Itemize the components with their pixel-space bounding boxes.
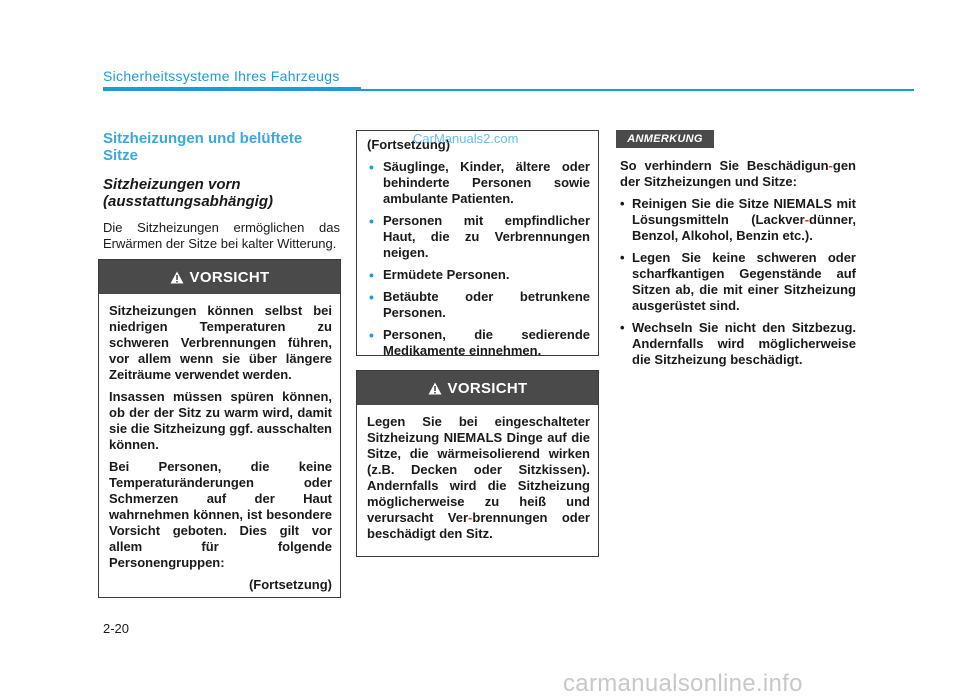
caution-paragraph: Sitzheizungen können selbst bei niedrigen Temperaturen zu schweren Verbrennungen führen, vor allem wenn sie über längere Zeiträume verwendet werden.	[109, 303, 332, 382]
list-item: • Wechseln Sie nicht den Sitzbezug. Andernfalls wird möglicherweise die Sitzheizung beschädigt.	[620, 320, 856, 368]
note-list	[620, 196, 856, 368]
list-item	[620, 196, 856, 244]
caution-box-1	[98, 259, 341, 598]
caution-continued-body	[357, 131, 598, 373]
note-content	[620, 158, 856, 374]
caution-header	[357, 371, 598, 405]
list-item: • Betäubte oder betrunkene Personen.	[367, 289, 590, 321]
caution-text-a: Legen Sie bei eingeschalteter Sitzheizung NIEMALS Dinge auf die Sitze, die wärmeisolierend wirken (z.B. Decken oder Sitzkissen). Andernfalls wird die Sitzheizung möglicherweise zu heiß und verursacht Ver	[367, 414, 590, 525]
note-item-b: dünner, Benzol, Alkohol, Benzin etc.).	[632, 212, 856, 243]
list-item: • Personen, die sedierende Medikamente einnehmen.	[367, 327, 590, 359]
note-badge: ANMERKUNG	[616, 130, 714, 148]
continued-note: (Fortsetzung)	[248, 577, 332, 592]
watermark-top: CarManuals2.com	[413, 131, 519, 146]
hyphen-mark: -	[804, 212, 810, 227]
list-item: • Legen Sie keine schweren oder scharfkantigen Gegenstände auf Sitzen ab, die mit einer Sitzheizung ausgerüstet sind.	[620, 250, 856, 314]
caution-continued-box	[356, 130, 599, 356]
caution-paragraph	[367, 414, 590, 542]
warning-triangle-icon	[170, 271, 184, 284]
watermark-footer: carmanualsonline.info	[563, 670, 803, 697]
caution-body	[99, 294, 340, 601]
list-item: • Säuglinge, Kinder, ältere oder behinderte Personen sowie ambulante Patienten.	[367, 159, 590, 207]
running-header: Sicherheitssysteme Ihres Fahrzeugs	[103, 68, 340, 84]
list-item: • Personen mit empfindlicher Haut, die zu Verbrennungen neigen.	[367, 213, 590, 261]
note-intro-b: gen der Sitzheizungen und Sitze:	[620, 158, 856, 189]
header-rule-thin	[361, 89, 914, 91]
list-item: • Ermüdete Personen.	[367, 267, 590, 283]
section-title: Sitzheizungen und belüftete Sitze	[103, 130, 303, 164]
hyphen-mark: -	[828, 158, 833, 173]
caution-paragraph: Insassen müssen spüren können, ob der der Sitz zu warm wird, damit sie die Sitzheizung ggf. ausschalten können.	[109, 389, 332, 452]
continued-heading: (Fortsetzung)	[367, 137, 451, 152]
caution-text-b: brennungen oder beschädigt den Sitz.	[367, 510, 590, 541]
caution-body	[357, 405, 598, 550]
person-group-list	[367, 159, 590, 359]
caution-label: VORSICHT	[189, 268, 270, 286]
header-rule-thick	[103, 87, 361, 91]
hyphen-mark: -	[468, 510, 473, 525]
section-subtitle: Sitzheizungen vorn (ausstattungsabhängig)	[103, 176, 274, 210]
note-intro	[620, 158, 856, 190]
caution-paragraph: Bei Personen, die keine Temperaturänderungen oder Schmerzen auf der Haut wahrnehmen können, ist besondere Vorsicht geboten. Dies gilt vor allem für folgende Personengruppen:	[109, 459, 332, 570]
warning-triangle-icon	[428, 382, 442, 395]
page-number: 2-20	[103, 621, 130, 636]
note-item-a: Reinigen Sie die Sitze NIEMALS mit Lösungsmitteln (Lackver	[632, 196, 856, 227]
note-intro-a: So verhindern Sie Beschädigun	[620, 158, 829, 173]
intro-text: Die Sitzheizungen ermöglichen das Erwärmen der Sitze bei kalter Witterung.	[103, 220, 340, 251]
caution-header	[99, 260, 340, 294]
caution-box-2	[356, 370, 599, 557]
section-intro	[103, 130, 340, 252]
caution-label: VORSICHT	[447, 379, 528, 397]
